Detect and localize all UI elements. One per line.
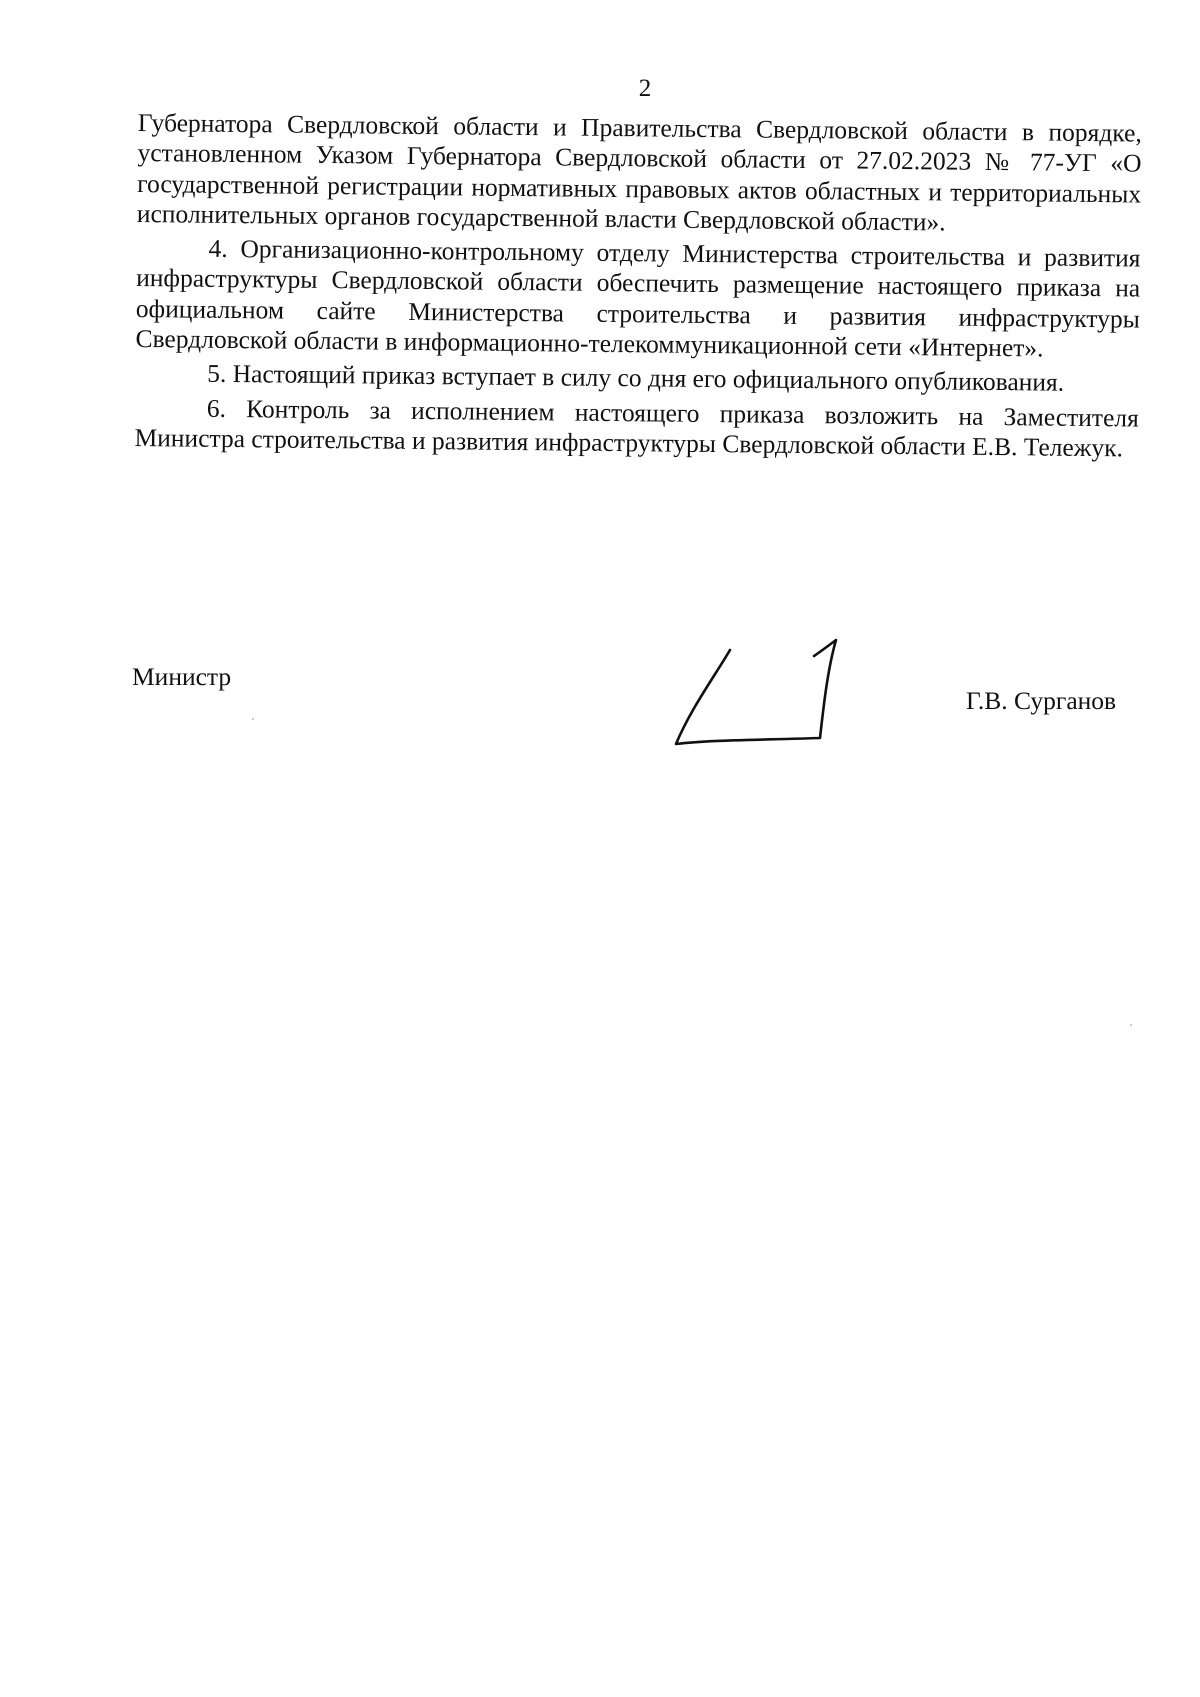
paragraph-continuation: Губернатора Свердловской области и Правительства Свердловской области в порядке, установленном Указом Губернатора Свердловской области от 27.02.2023 № 77-УГ «О государственной регистрации нормативных правовых актов областных и территориальных исполнительных органов государственной власти Свердловской области». bbox=[136, 108, 1142, 237]
page-number: 2 bbox=[638, 75, 652, 102]
signatory-name: Г.В. Сурганов bbox=[966, 686, 1117, 715]
paragraph-item-4: 4. Организационно-контрольному отделу Министерства строительства и развития инфраструктуры Свердловской области обеспечить размещение настоящего приказа на официальном сайте Министерства строительства и развития инфраструктуры Свердловской области в информационно-телекоммуникационной сети «Интернет». bbox=[135, 233, 1141, 363]
scan-speck bbox=[252, 718, 254, 720]
paragraph-item-5: 5. Настоящий приказ вступает в силу со дня его официального опубликования. bbox=[207, 359, 1065, 398]
handwritten-signature bbox=[668, 632, 888, 752]
paragraph-item-6: 6. Контроль за исполнением настоящего приказа возложить на Заместителя Министра строительства и развития инфраструктуры Свердловской области Е.В. Тележук. bbox=[134, 393, 1139, 463]
scan-speck bbox=[1130, 1024, 1132, 1026]
signatory-role: Министр bbox=[132, 662, 232, 691]
